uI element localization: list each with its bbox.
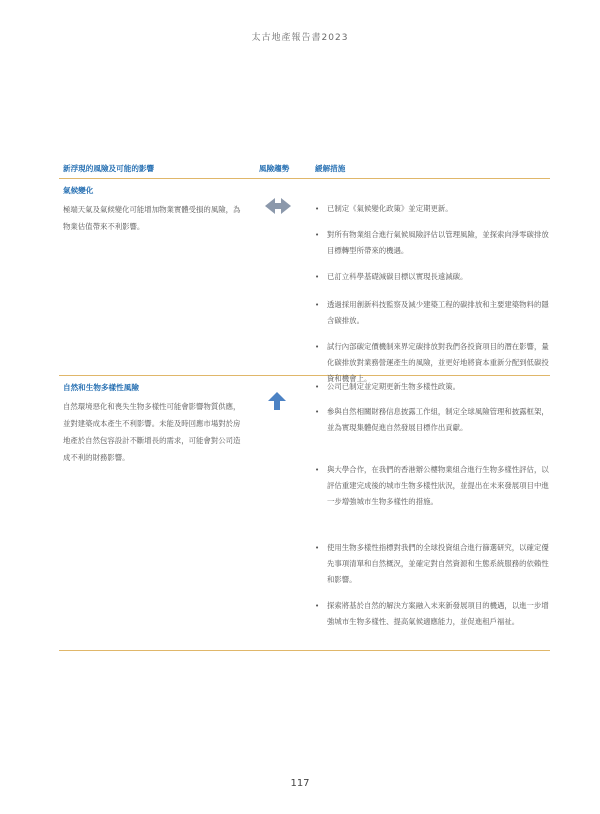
list-item: • 參與自然相關財務信息披露工作組，制定全球風險管理和披露框架，並為實現集體促進自然發展目標作出貢獻。 — [315, 404, 550, 436]
bullet-icon: • — [315, 383, 320, 391]
list-item: • 公司已制定並定期更新生物多樣性政策。 — [315, 379, 550, 395]
risk-description: 自然環境惡化和喪失生物多樣性可能會影響物質供應，並對建築成本產生不利影響。未能及時回應市場對於房地產於自然包容設計不斷增長的需求，可能會對公司造成不利的財務影響。 — [63, 402, 241, 462]
list-item: • 已制定《氣候變化政策》並定期更新。 — [315, 201, 550, 217]
list-item: • 與大學合作，在我們的香港辦公樓物業組合進行生物多樣性評估，以評估重建完成後的城市生物多樣性狀況，並提出在未來發展項目中進一步增強城市生物多樣性的措施。 — [315, 462, 550, 510]
table-row — [59, 179, 550, 383]
bullet-icon: • — [315, 343, 320, 351]
risk-description: 極端天氣及氣候變化可能增加物業實體受損的風險，為物業估值帶來不利影響。 — [63, 205, 241, 231]
risk-table — [59, 158, 550, 651]
bullet-icon: • — [315, 273, 320, 281]
bullet-icon: • — [315, 602, 320, 610]
bullet-icon: • — [315, 205, 320, 213]
horizontal-double-arrow-icon — [265, 198, 291, 218]
bullet-icon: • — [315, 466, 320, 474]
bullet-icon: • — [315, 544, 320, 552]
list-item: • 對所有物業組合進行氣候風險評估以管理風險，並探索向淨零碳排放目標轉型所帶來的機遇。 — [315, 227, 550, 259]
list-item: • 已訂立科學基礎減碳目標以實現長遠減碳。 — [315, 269, 550, 285]
list-item: • 探索將基於自然的解決方案融入未來新發展項目的機遇，以進一步增強城市生物多樣性、提高氣候適應能力，並促進租戶福祉。 — [315, 598, 550, 630]
bullet-icon: • — [315, 301, 320, 309]
page-number: 117 — [290, 778, 310, 789]
column-header-mitigation: 緩解措施 — [315, 164, 346, 173]
bullet-icon: • — [315, 408, 320, 416]
column-header-trend: 風險趨勢 — [259, 164, 290, 173]
up-arrow-icon — [268, 392, 286, 414]
table-header-row — [59, 158, 550, 179]
list-item: • 試行內部碳定價機制來界定碳排放對我們各投資項目的潛在影響，量化碳排放對業務營運產生的風險，並更好地將資本重新分配到低碳投資和機會上。 — [315, 339, 550, 387]
list-item: • 透過採用創新科技監察及減少建築工程的碳排放和主要建築物料的隱含碳排放。 — [315, 297, 550, 329]
list-item: • 使用生物多樣性指標對我們的全球投資組合進行篩選研究，以確定優先事項清單和自然概況，並確定對自然資源和生態系統服務的依賴性和影響。 — [315, 540, 550, 588]
column-header-risk: 新浮現的風險及可能的影響 — [63, 164, 155, 173]
risk-title: 自然和生物多樣性風險 — [63, 383, 139, 392]
table-row — [59, 376, 550, 651]
risk-title: 氣候變化 — [63, 186, 94, 195]
bullet-icon: • — [315, 231, 320, 239]
report-header-title: 太古地產報告書2023 — [251, 33, 349, 43]
